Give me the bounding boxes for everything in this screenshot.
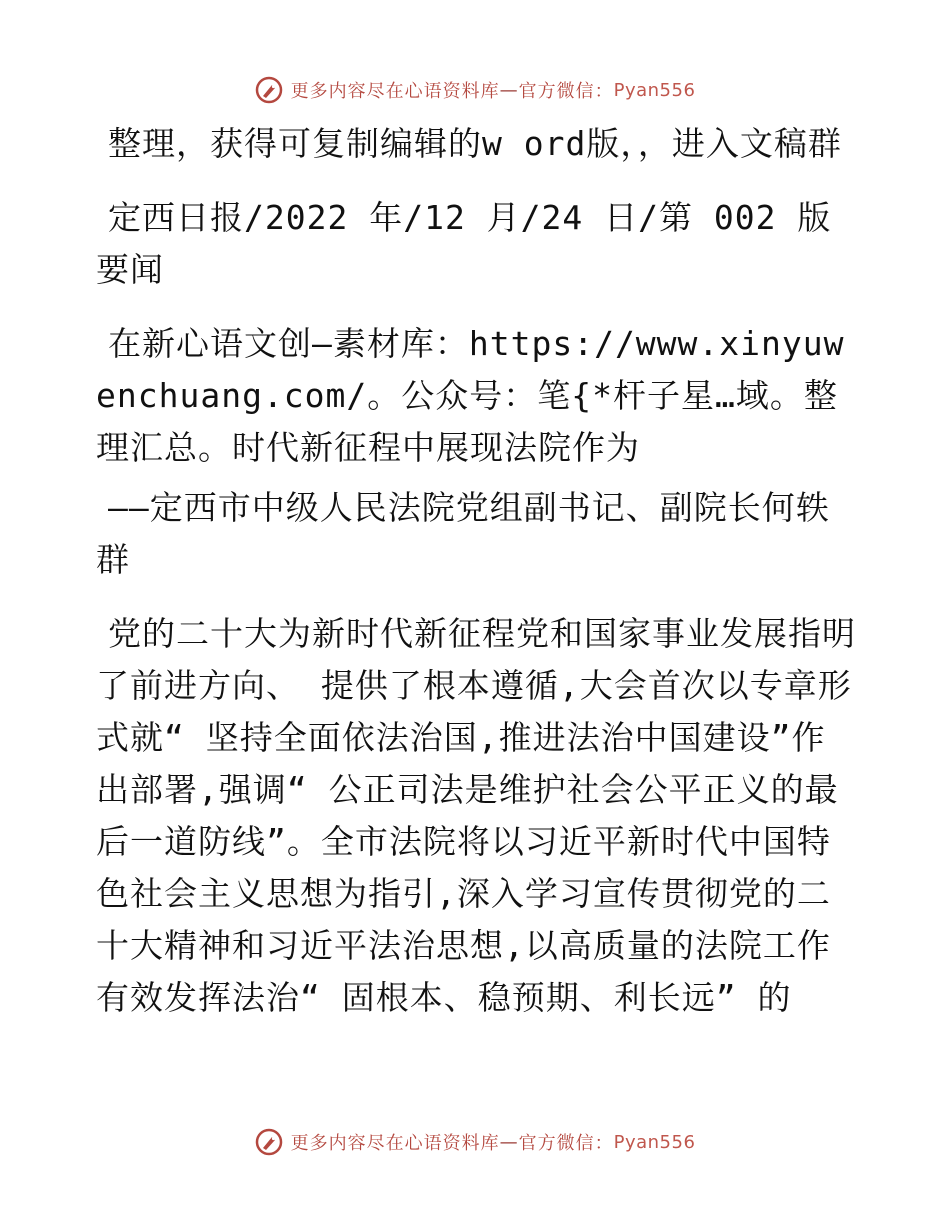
watermark-account: Pyan556 — [613, 1131, 696, 1153]
watermark-text: 更多内容尽在心语资料库 — [290, 81, 500, 102]
watermark-separator: — — [499, 79, 519, 101]
footer-watermark — [0, 1124, 950, 1160]
pen-nib-logo-icon — [255, 76, 283, 104]
watermark-separator: — — [499, 1131, 519, 1153]
pen-nib-logo-icon — [255, 1128, 283, 1156]
header-watermark — [0, 72, 950, 108]
source-paragraph: 在新心语文创—素材库：https://www.xinyuwenchuang.com/。公众号：笔{*杆子星…域。整理汇总。时代新征程中展现法院作为 — [96, 324, 845, 467]
watermark-text: 更多内容尽在心语资料库 — [290, 1133, 500, 1154]
watermark-suffix: 官方微信： — [518, 81, 614, 102]
document-body — [96, 118, 856, 1046]
watermark-suffix: 官方微信： — [518, 1133, 614, 1154]
intro-paragraph: 整理，获得可复制编辑的w ord版，，进入文稿群 — [108, 124, 842, 163]
author-line: ——定西市中级人民法院党组副书记、副院长何轶群 — [96, 488, 830, 579]
body-paragraph: 党的二十大为新时代新征程党和国家事业发展指明了前进方向、 提供了根本遵循,大会首次以专章形式就“ 坚持全面依法治国,推进法治中国建设”作出部署,强调“ 公正司法是维护社会公平正义的最后一道防线”。全市法院将以习近平新时代中国特色社会主义思想为指引,深入学习宣传贯彻党的二十大精神和习近平法治思想,以高质量的法院工作有效发挥法治“ 固根本、稳预期、利长远” 的 — [96, 614, 856, 1017]
source-line: 定西日报/2022 年/12 月/24 日/第 002 版要闻 — [96, 198, 832, 289]
watermark-account: Pyan556 — [613, 79, 696, 101]
